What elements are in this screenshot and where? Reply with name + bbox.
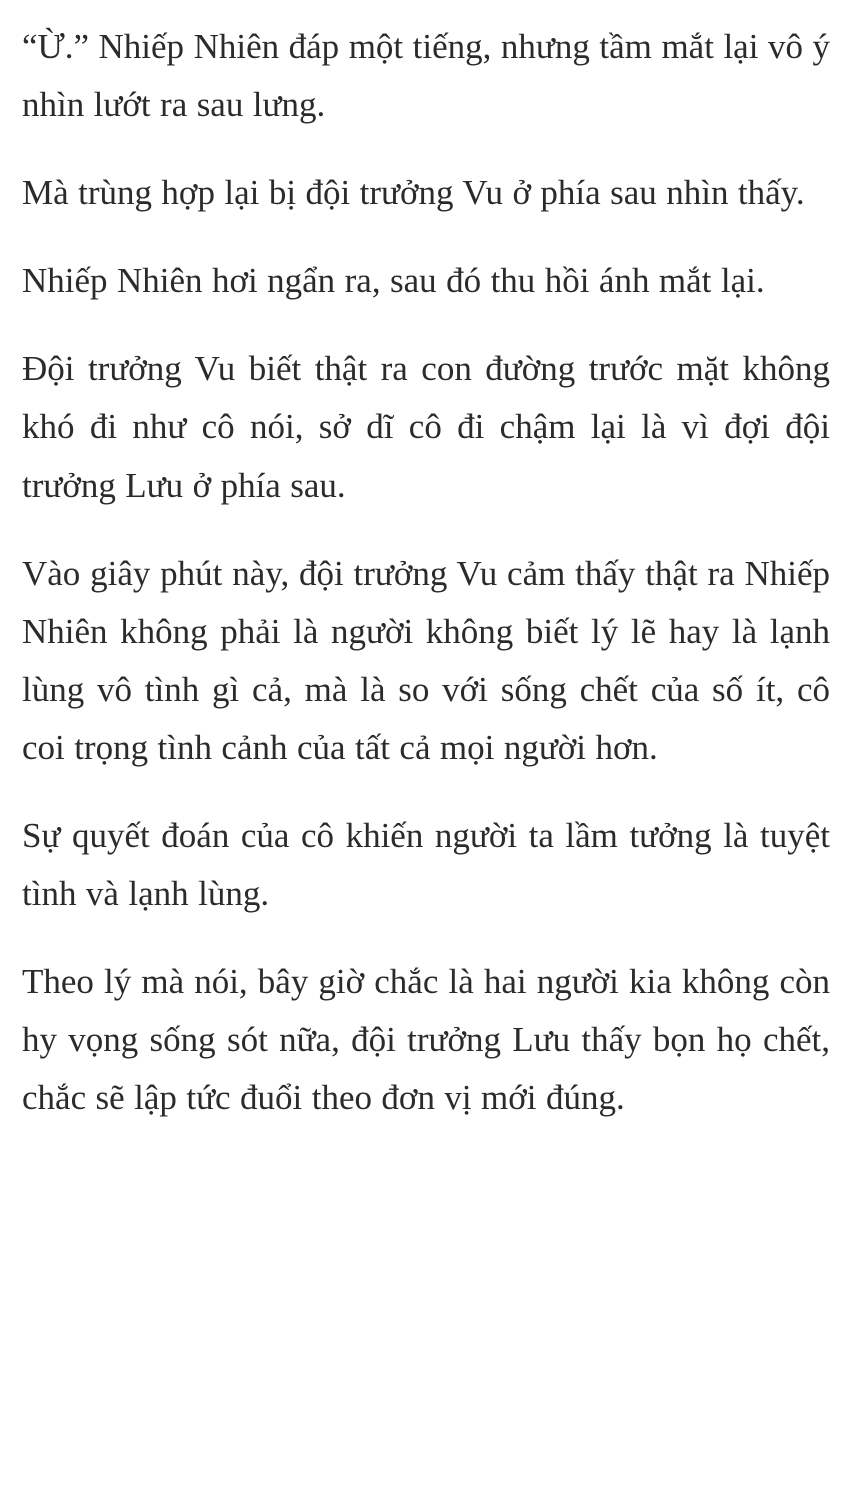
paragraph: Đội trưởng Vu biết thật ra con đường trước mặt không khó đi như cô nói, sở dĩ cô đi chậm lại là vì đợi đội trưởng Lưu ở phía sau.: [22, 349, 830, 505]
paragraph: Theo lý mà nói, bây giờ chắc là hai người kia không còn hy vọng sống sót nữa, đội trưởng Lưu thấy bọn họ chết, chắc sẽ lập tức đuổi theo đơn vị mới đúng.: [22, 962, 830, 1118]
paragraph: Mà trùng hợp lại bị đội trưởng Vu ở phía sau nhìn thấy.: [22, 173, 805, 213]
paragraph: Sự quyết đoán của cô khiến người ta lầm tưởng là tuyệt tình và lạnh lùng.: [22, 816, 830, 914]
paragraph: “Ừ.” Nhiếp Nhiên đáp một tiếng, nhưng tầm mắt lại vô ý nhìn lướt ra sau lưng.: [22, 27, 830, 125]
paragraph: Vào giây phút này, đội trưởng Vu cảm thấy thật ra Nhiếp Nhiên không phải là người không biết lý lẽ hay là lạnh lùng vô tình gì cả, mà là so với sống chết của số ít, cô coi trọng tình cảnh của tất cả mọi người hơn.: [22, 553, 830, 767]
paragraph: Nhiếp Nhiên hơi ngẩn ra, sau đó thu hồi ánh mắt lại.: [22, 261, 765, 301]
